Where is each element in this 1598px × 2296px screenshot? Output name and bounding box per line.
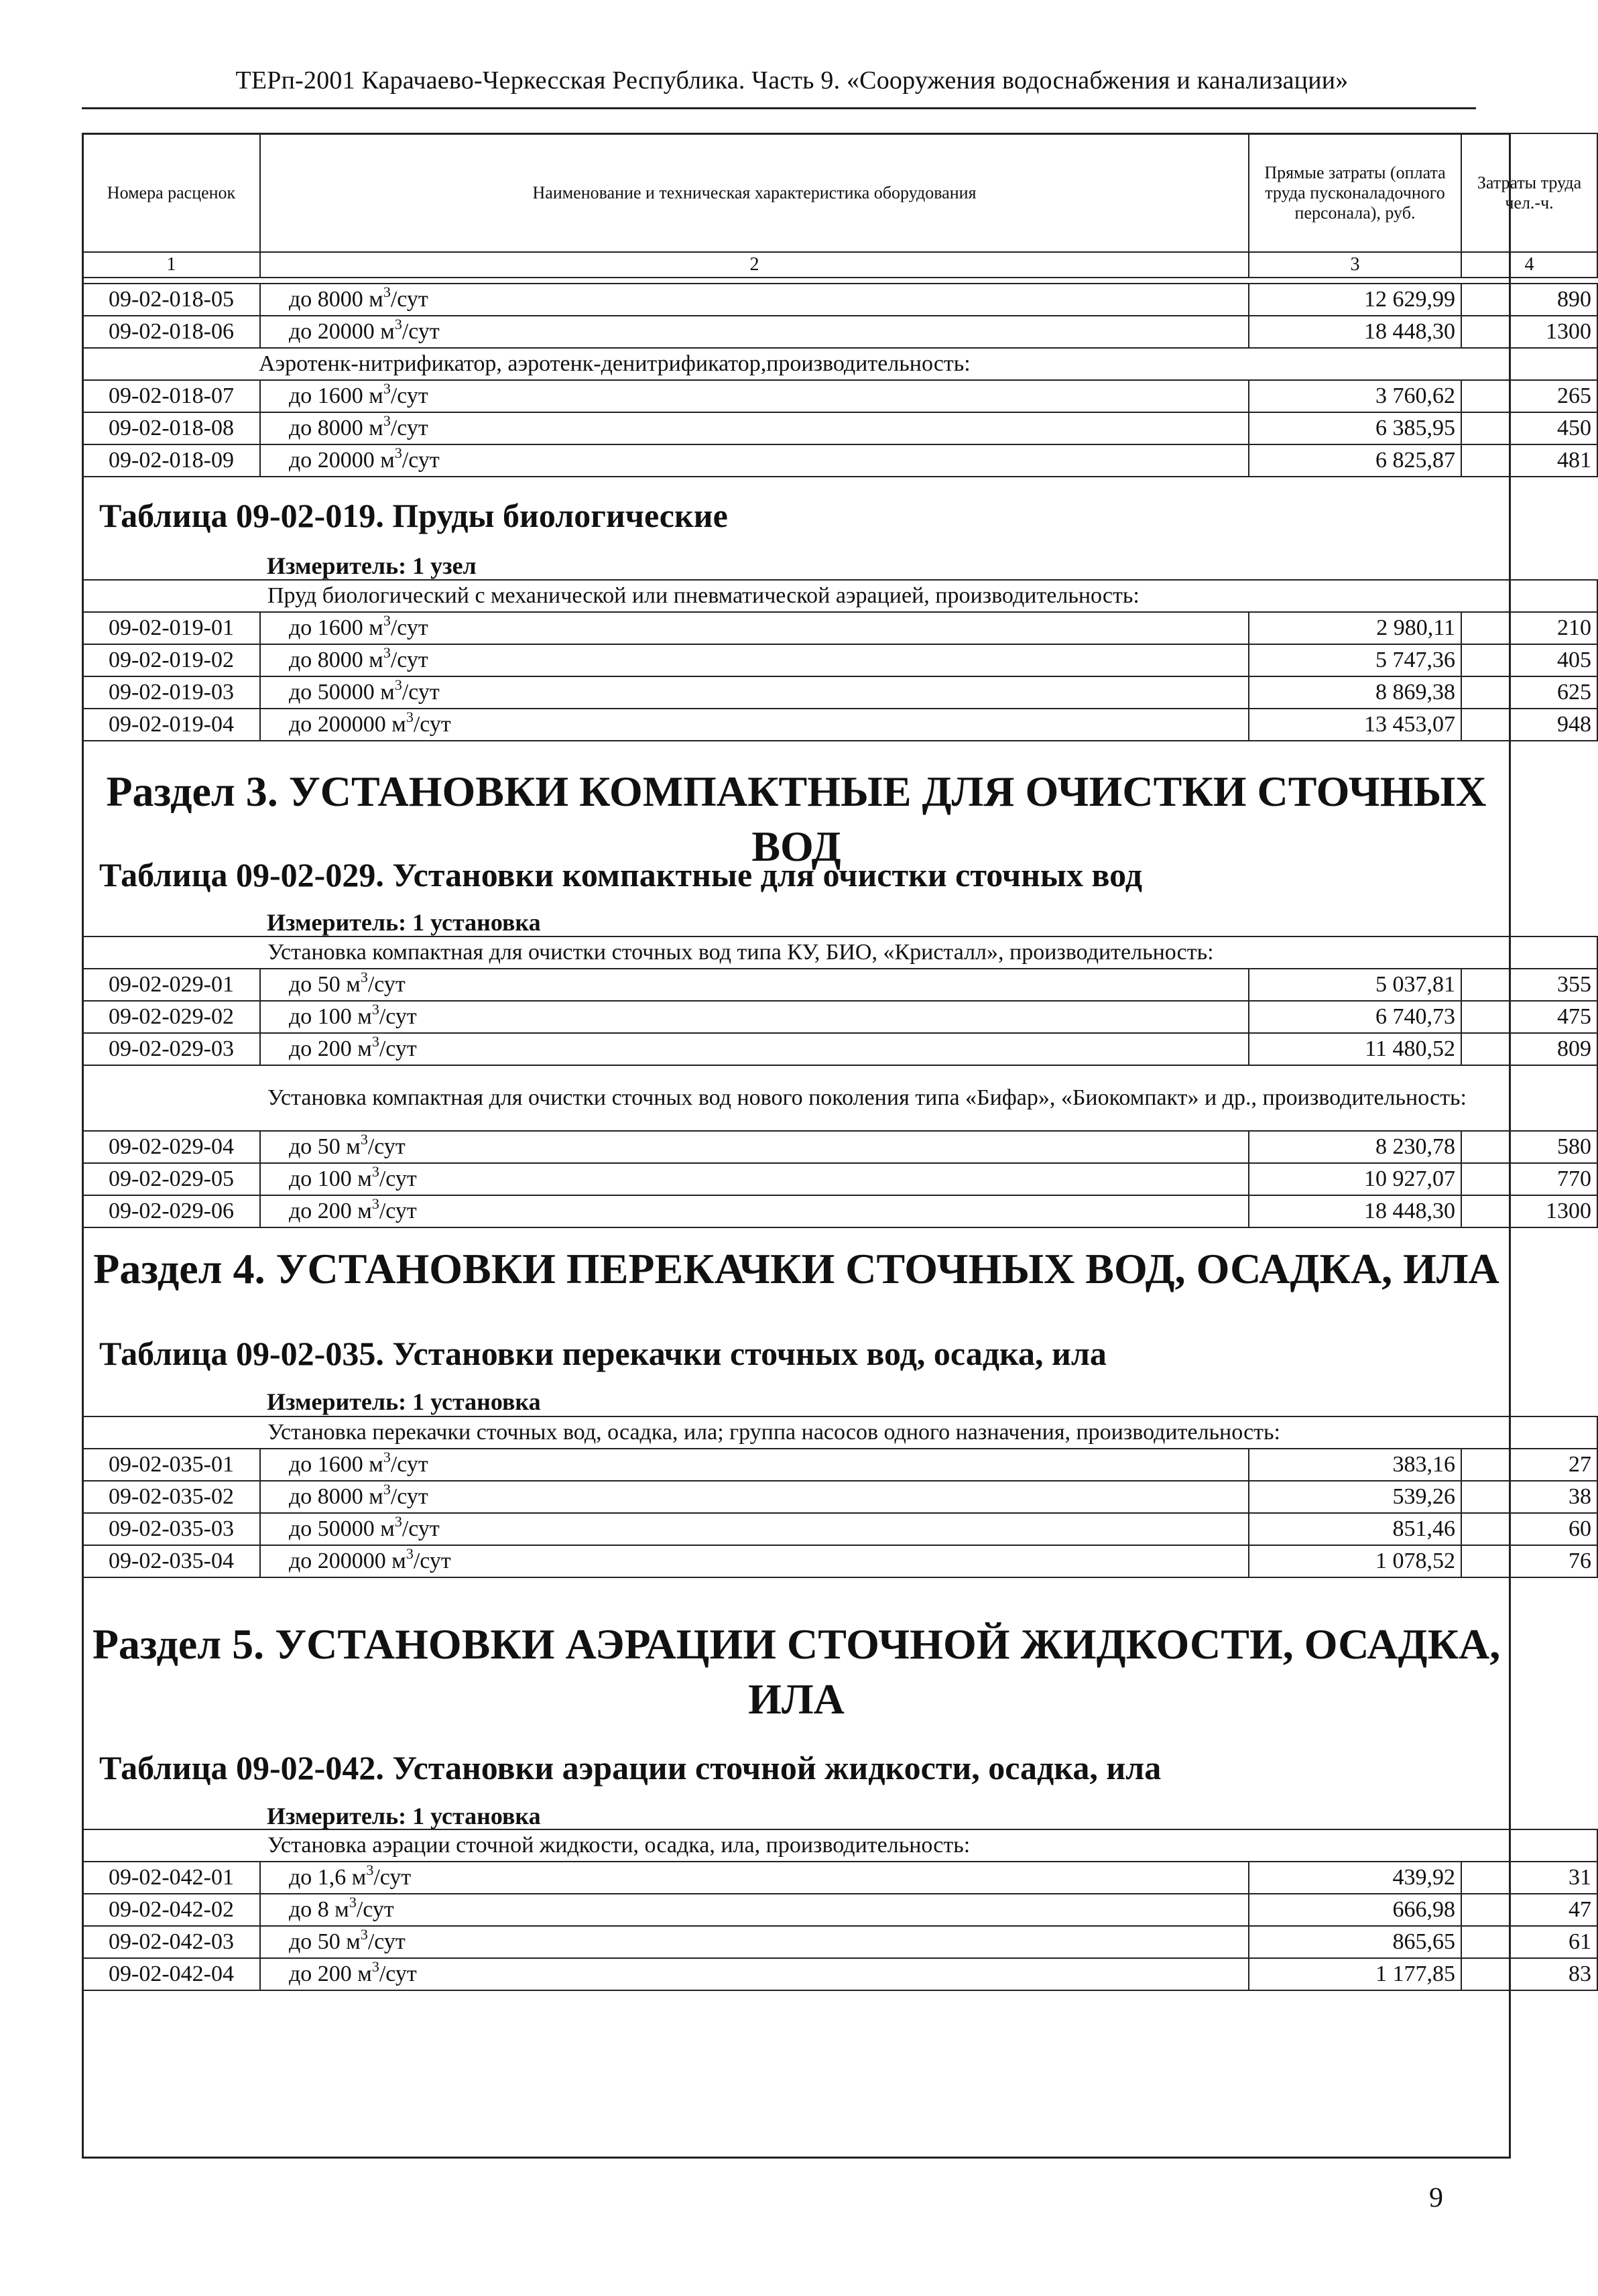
table-title: Таблица 09-02-035. Установки перекачки сточных вод, осадка, ила [99,1335,1107,1372]
capacity-value: до 50 м [289,1134,361,1159]
capacity-description [260,1163,1249,1195]
unit-suffix: /сут [390,648,428,672]
capacity-value: до 200 м [289,1199,372,1223]
direct-cost: 3 760,62 [1249,380,1461,412]
labor-cost: 770 [1461,1163,1597,1195]
section-title-line: ИЛА [748,1675,845,1723]
table-row [82,1545,1597,1577]
capacity-description [260,644,1249,676]
unit-suffix: /сут [413,712,451,737]
capacity-description [260,380,1249,412]
group-caption: Установка компактная для очистки сточных вод нового поколения типа «Бифар», «Биокомпакт» и др., производительность: [82,1065,1597,1131]
unit-superscript: 3 [371,1958,379,1975]
labor-cost: 76 [1461,1545,1597,1577]
header-labor: Затраты труда чел.-ч. [1461,133,1597,252]
rate-code: 09-02-018-09 [82,444,260,477]
labor-cost: 61 [1461,1926,1597,1958]
table-row [82,612,1597,644]
unit-suffix: /сут [373,1865,412,1890]
rate-code: 09-02-019-04 [82,709,260,741]
table-title: Таблица 09-02-019. Пруды биологические [99,497,728,534]
unit-superscript: 3 [371,1001,379,1018]
unit-suffix: /сут [413,1549,451,1573]
unit-suffix: /сут [379,1961,417,1986]
rate-code: 09-02-042-02 [82,1894,260,1926]
rate-code: 09-02-029-01 [82,969,260,1001]
unit-suffix: /сут [402,1516,440,1541]
labor-cost: 47 [1461,1894,1597,1926]
unit-superscript: 3 [383,1481,391,1498]
table-row [82,1449,1597,1481]
capacity-description [260,676,1249,709]
rate-code: 09-02-019-02 [82,644,260,676]
capacity-value: до 20000 м [289,448,395,473]
labor-cost: 210 [1461,612,1597,644]
direct-cost: 5 747,36 [1249,644,1461,676]
table-row [82,1033,1597,1065]
labor-cost: 948 [1461,709,1597,741]
unit-superscript: 3 [366,1862,374,1878]
capacity-description [260,1481,1249,1513]
capacity-value: до 200 м [289,1961,372,1986]
labor-cost: 38 [1461,1481,1597,1513]
header-rule [82,107,1476,109]
capacity-description [260,1131,1249,1163]
rate-code: 09-02-029-06 [82,1195,260,1227]
unit-superscript: 3 [383,1449,391,1465]
unit-suffix: /сут [402,319,440,344]
unit-superscript: 3 [394,1513,402,1530]
capacity-value: до 1,6 м [289,1865,367,1890]
group-caption: Аэротенк-нитрификатор, аэротенк-денитрификатор,производительность: [82,348,1597,380]
table-row [82,284,1597,316]
capacity-description [260,316,1249,348]
capacity-value: до 200000 м [289,1549,406,1573]
unit-suffix: /сут [390,383,428,408]
capacity-description [260,412,1249,444]
capacity-value: до 8000 м [289,648,383,672]
header-description: Наименование и техническая характеристика оборудования [260,133,1249,252]
rates-table-042 [82,1829,1598,1991]
table-row [82,1894,1597,1926]
unit-superscript: 3 [383,380,391,397]
capacity-value: до 1600 м [289,615,383,640]
unit-suffix: /сут [402,448,440,473]
header-direct-cost: Прямые затраты (оплата труда пусконаладочного персонала), руб. [1249,133,1461,252]
table-row [82,1001,1597,1033]
direct-cost: 865,65 [1249,1926,1461,1958]
direct-cost: 10 927,07 [1249,1163,1461,1195]
capacity-value: до 50000 м [289,1516,395,1541]
table-row [82,709,1597,741]
unit-superscript: 3 [360,969,368,985]
capacity-description [260,1449,1249,1481]
labor-cost: 890 [1461,284,1597,316]
labor-cost: 450 [1461,412,1597,444]
capacity-value: до 200000 м [289,712,406,737]
table-row [82,1195,1597,1227]
direct-cost: 13 453,07 [1249,709,1461,741]
unit-suffix: /сут [367,1134,406,1159]
section-title: Раздел 4. УСТАНОВКИ ПЕРЕКАЧКИ СТОЧНЫХ ВОД, ОСАДКА, ИЛА [93,1245,1499,1292]
table-row [82,412,1597,444]
unit-suffix: /сут [367,1929,406,1954]
unit-suffix: /сут [390,287,428,312]
direct-cost: 5 037,81 [1249,969,1461,1001]
rate-code: 09-02-018-08 [82,412,260,444]
rate-code: 09-02-035-04 [82,1545,260,1577]
rate-code: 09-02-019-03 [82,676,260,709]
rates-table-029 [82,936,1598,1228]
direct-cost: 439,92 [1249,1862,1461,1894]
table-row [82,676,1597,709]
capacity-value: до 8 м [289,1897,349,1922]
capacity-value: до 20000 м [289,319,395,344]
unit-superscript: 3 [383,644,391,661]
section-title-line: Раздел 5. УСТАНОВКИ АЭРАЦИИ СТОЧНОЙ ЖИДКОСТИ, ОСАДКА, [92,1620,1501,1668]
table-row [82,1958,1597,1990]
direct-cost: 666,98 [1249,1894,1461,1926]
capacity-value: до 1600 м [289,383,383,408]
table-row [82,316,1597,348]
table-row [82,969,1597,1001]
rate-code: 09-02-018-05 [82,284,260,316]
direct-cost: 6 385,95 [1249,412,1461,444]
labor-cost: 580 [1461,1131,1597,1163]
rate-code: 09-02-042-04 [82,1958,260,1990]
unit-suffix: /сут [356,1897,394,1922]
unit-superscript: 3 [394,444,402,461]
section-title: Раздел 3. УСТАНОВКИ КОМПАКТНЫЕ ДЛЯ ОЧИСТКИ СТОЧНЫХ ВОД [106,768,1487,870]
unit-superscript: 3 [406,1545,414,1562]
meter-label: Измеритель: 1 установка [267,909,541,936]
group-caption: Установка аэрации сточной жидкости, осадка, ила, производительность: [82,1829,1597,1862]
capacity-value: до 50 м [289,972,361,997]
unit-suffix: /сут [379,1166,417,1191]
rate-code: 09-02-035-02 [82,1481,260,1513]
direct-cost: 1 078,52 [1249,1545,1461,1577]
column-header-table [82,133,1598,278]
table-row [82,1513,1597,1545]
direct-cost: 2 980,11 [1249,612,1461,644]
capacity-value: до 1600 м [289,1452,383,1477]
table-title: Таблица 09-02-042. Установки аэрации сточной жидкости, осадка, ила [99,1749,1162,1787]
group-caption: Установка перекачки сточных вод, осадка, ила; группа насосов одного назначения, производительность: [82,1416,1597,1449]
unit-superscript: 3 [394,316,402,333]
capacity-value: до 200 м [289,1036,372,1061]
direct-cost: 18 448,30 [1249,316,1461,348]
direct-cost: 8 230,78 [1249,1131,1461,1163]
labor-cost: 60 [1461,1513,1597,1545]
table-row [82,1163,1597,1195]
unit-superscript: 3 [371,1033,379,1050]
column-number: 3 [1249,252,1461,278]
header-codes: Номера расценок [82,133,260,252]
capacity-description [260,969,1249,1001]
capacity-description [260,1195,1249,1227]
capacity-description [260,1001,1249,1033]
capacity-value: до 50 м [289,1929,361,1954]
direct-cost: 6 740,73 [1249,1001,1461,1033]
table-title: Таблица 09-02-029. Установки компактные для очистки сточных вод [99,856,1142,894]
unit-superscript: 3 [360,1131,368,1148]
direct-cost: 18 448,30 [1249,1195,1461,1227]
unit-suffix: /сут [379,1199,417,1223]
labor-cost: 809 [1461,1033,1597,1065]
labor-cost: 1300 [1461,1195,1597,1227]
unit-suffix: /сут [390,416,428,440]
rate-code: 09-02-029-03 [82,1033,260,1065]
table-row [82,1926,1597,1958]
unit-suffix: /сут [390,615,428,640]
rate-code: 09-02-018-06 [82,316,260,348]
unit-superscript: 3 [383,284,391,300]
rates-table-018 [82,283,1598,477]
capacity-description [260,1033,1249,1065]
rates-table-019 [82,579,1598,741]
unit-superscript: 3 [383,612,391,629]
rate-code: 09-02-042-03 [82,1926,260,1958]
table-row [82,1862,1597,1894]
unit-suffix: /сут [402,680,440,705]
unit-superscript: 3 [360,1926,368,1943]
labor-cost: 1300 [1461,316,1597,348]
labor-cost: 83 [1461,1958,1597,1990]
capacity-value: до 100 м [289,1004,372,1029]
group-caption: Пруд биологический с механической или пневматической аэрацией, производительность: [82,580,1597,612]
column-number: 2 [260,252,1249,278]
capacity-description [260,1894,1249,1926]
unit-suffix: /сут [379,1036,417,1061]
section-title [82,1617,1511,1727]
group-caption: Установка компактная для очистки сточных вод типа КУ, БИО, «Кристалл», производительность: [82,936,1597,969]
rate-code: 09-02-042-01 [82,1862,260,1894]
meter-label: Измеритель: 1 установка [267,1388,541,1415]
unit-superscript: 3 [383,412,391,429]
labor-cost: 625 [1461,676,1597,709]
labor-cost: 475 [1461,1001,1597,1033]
page-number: 9 [1429,2183,1443,2214]
unit-superscript: 3 [349,1894,357,1911]
capacity-value: до 8000 м [289,287,383,312]
direct-cost: 8 869,38 [1249,676,1461,709]
labor-cost: 481 [1461,444,1597,477]
rate-code: 09-02-019-01 [82,612,260,644]
capacity-value: до 8000 м [289,416,383,440]
direct-cost: 539,26 [1249,1481,1461,1513]
capacity-description [260,1513,1249,1545]
capacity-description [260,1958,1249,1990]
direct-cost: 1 177,85 [1249,1958,1461,1990]
unit-suffix: /сут [390,1452,428,1477]
meter-label: Измеритель: 1 узел [267,552,477,579]
rate-code: 09-02-029-04 [82,1131,260,1163]
direct-cost: 11 480,52 [1249,1033,1461,1065]
capacity-description [260,1926,1249,1958]
direct-cost: 6 825,87 [1249,444,1461,477]
rate-code: 09-02-035-03 [82,1513,260,1545]
labor-cost: 265 [1461,380,1597,412]
table-row [82,1481,1597,1513]
capacity-description [260,444,1249,477]
capacity-value: до 100 м [289,1166,372,1191]
labor-cost: 405 [1461,644,1597,676]
unit-suffix: /сут [367,972,406,997]
rate-code: 09-02-029-02 [82,1001,260,1033]
capacity-description [260,1545,1249,1577]
unit-superscript: 3 [406,709,414,725]
direct-cost: 12 629,99 [1249,284,1461,316]
unit-suffix: /сут [379,1004,417,1029]
table-row [82,444,1597,477]
capacity-value: до 8000 м [289,1484,383,1509]
meter-label: Измеритель: 1 установка [267,1803,541,1829]
unit-superscript: 3 [371,1195,379,1212]
capacity-description [260,709,1249,741]
table-row [82,380,1597,412]
capacity-description [260,612,1249,644]
unit-superscript: 3 [371,1163,379,1180]
table-row [82,644,1597,676]
direct-cost: 383,16 [1249,1449,1461,1481]
running-header: ТЕРп-2001 Карачаево-Черкесская Республика. Часть 9. «Сооружения водоснабжения и канализации» [235,66,1349,95]
direct-cost: 851,46 [1249,1513,1461,1545]
capacity-value: до 50000 м [289,680,395,705]
table-row [82,1131,1597,1163]
labor-cost: 31 [1461,1862,1597,1894]
labor-cost: 27 [1461,1449,1597,1481]
rate-code: 09-02-029-05 [82,1163,260,1195]
column-number: 4 [1461,252,1597,278]
unit-suffix: /сут [390,1484,428,1509]
column-number: 1 [82,252,260,278]
capacity-description [260,284,1249,316]
rates-table-035 [82,1416,1598,1578]
rate-code: 09-02-018-07 [82,380,260,412]
labor-cost: 355 [1461,969,1597,1001]
unit-superscript: 3 [394,676,402,693]
capacity-description [260,1862,1249,1894]
rate-code: 09-02-035-01 [82,1449,260,1481]
